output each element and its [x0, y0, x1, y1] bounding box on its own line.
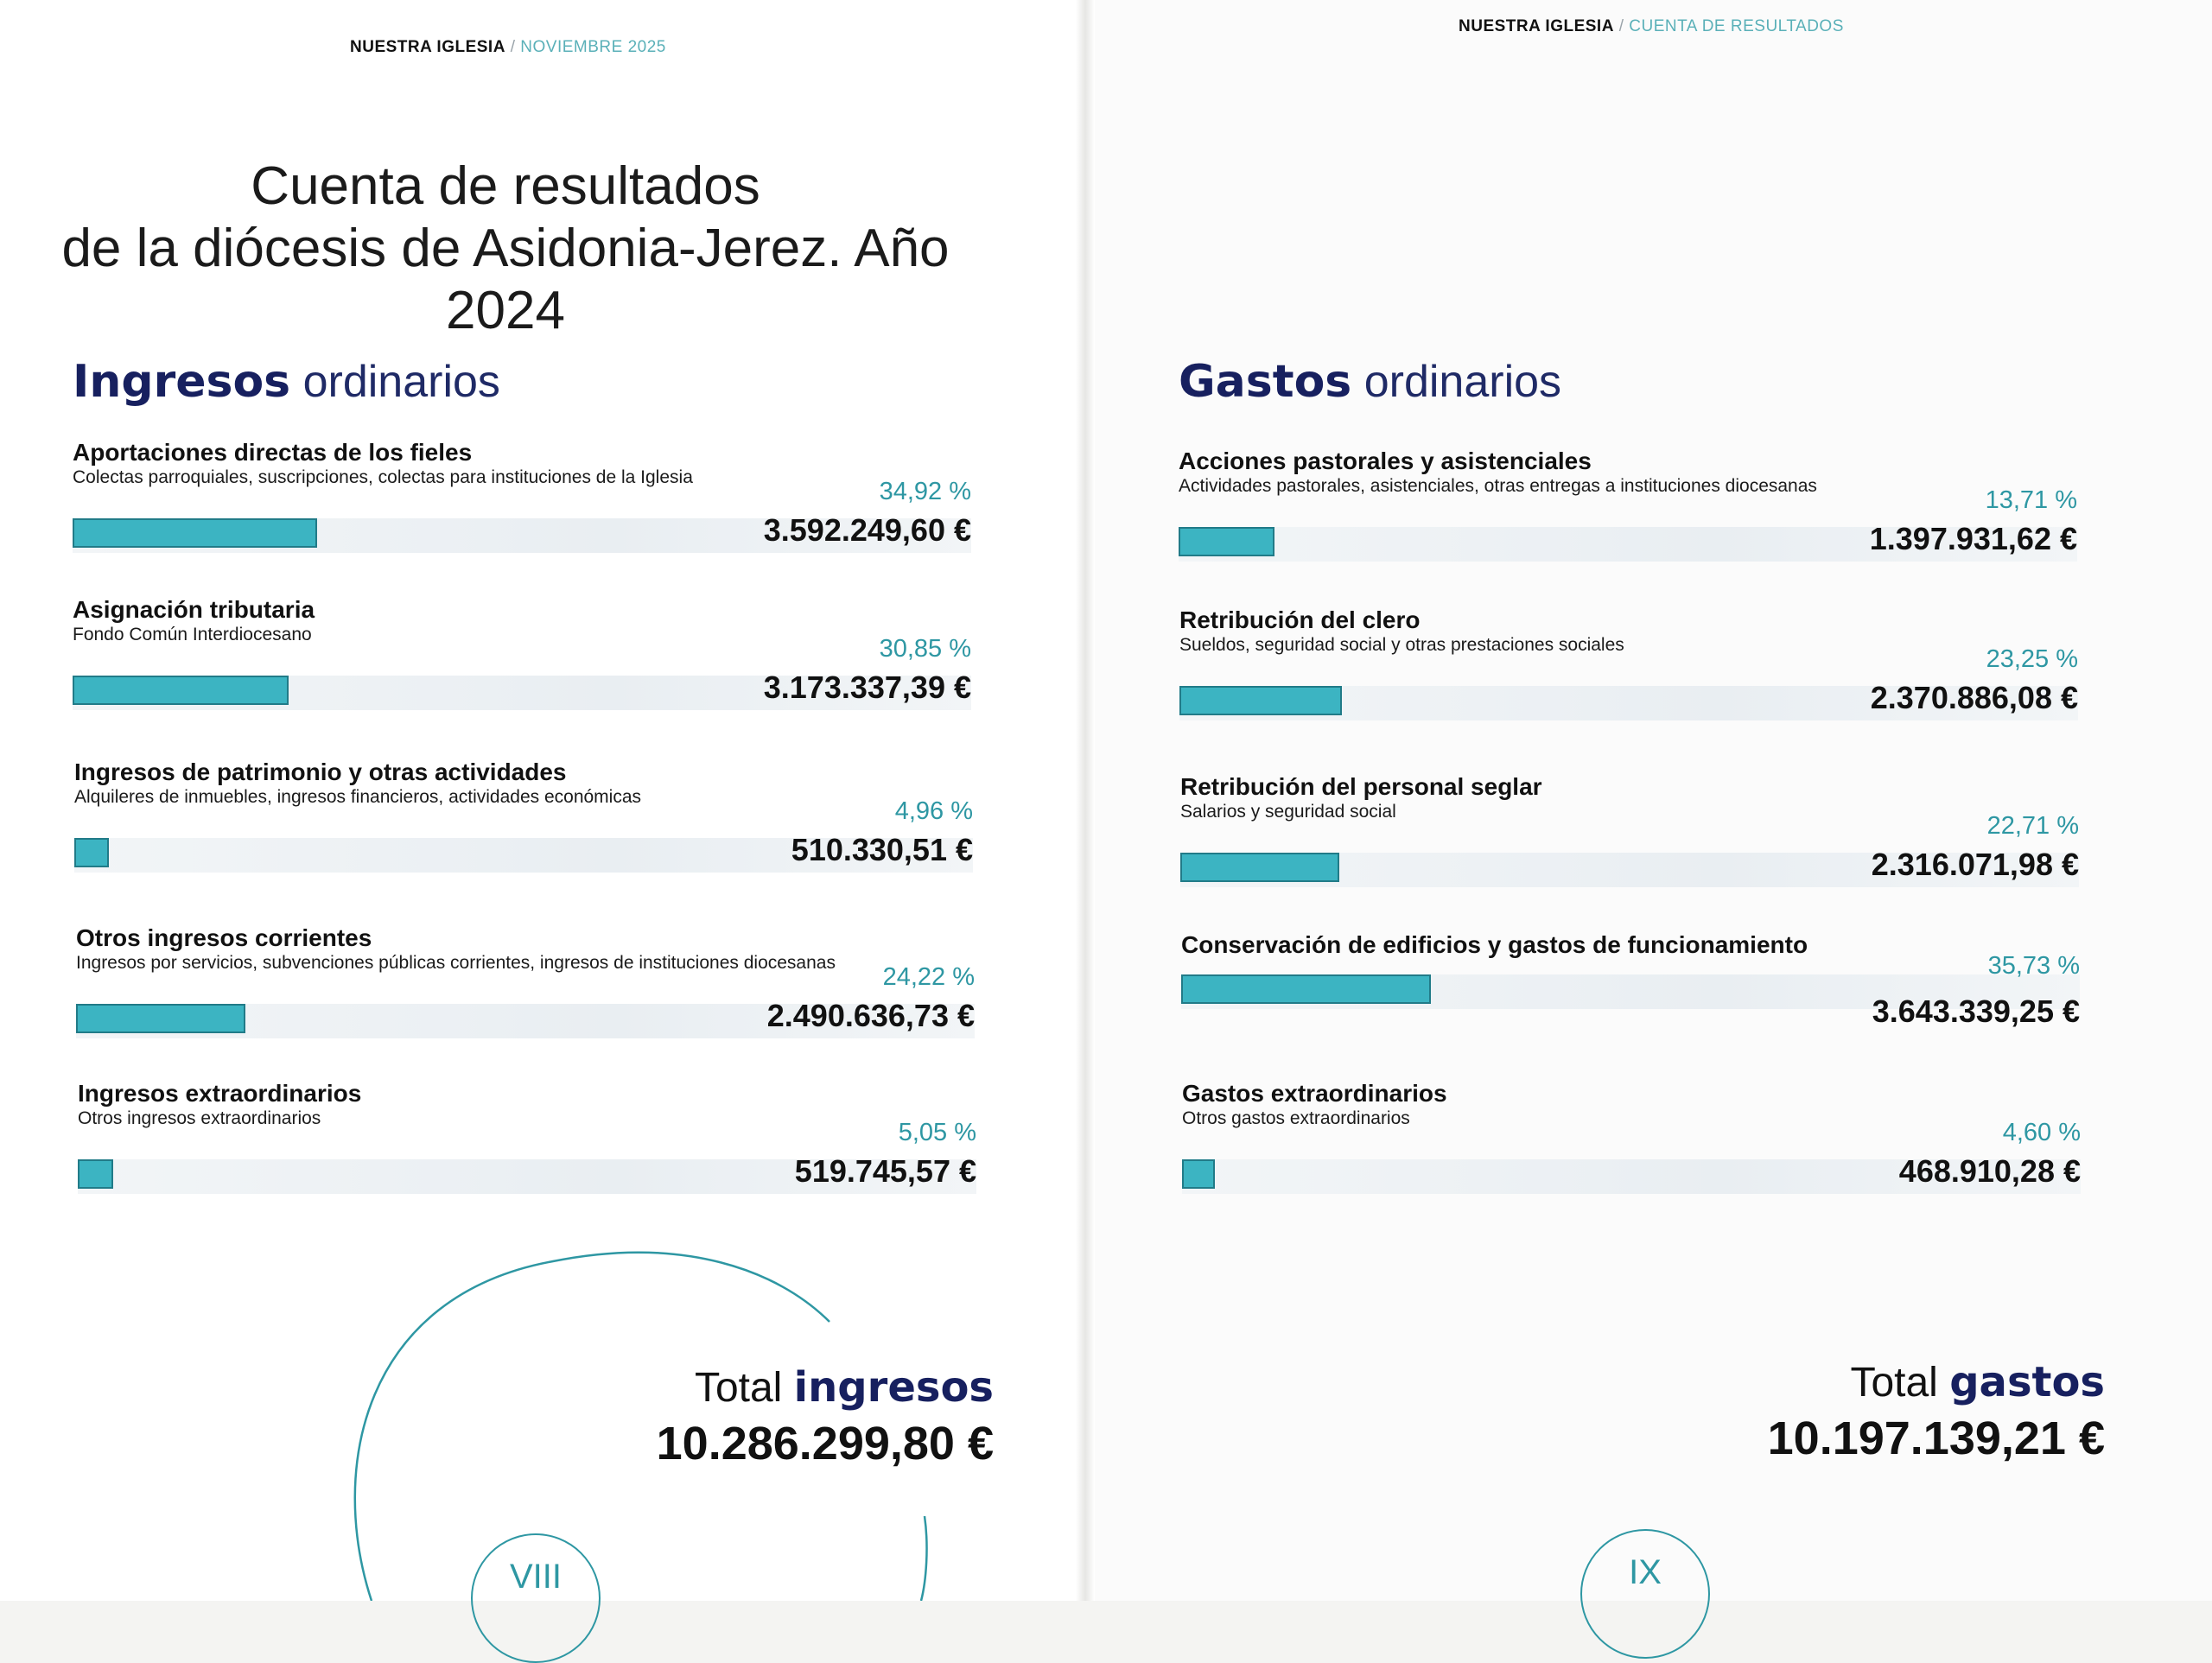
expense-item-desc: Sueldos, seguridad social y otras prestaciones sociales: [1179, 635, 1624, 655]
page-number-badge-right: IX: [1580, 1529, 1710, 1659]
title-line-2: de la diócesis de Asidonia-Jerez. Año 2024: [61, 219, 950, 340]
expense-item: [1179, 447, 2094, 594]
income-item: [73, 439, 988, 586]
income-total-bold: ingresos: [793, 1363, 994, 1412]
expense-title-rest: ordinarios: [1363, 357, 1562, 407]
income-bar: [74, 838, 109, 867]
income-item-name: Asignación tributaria: [73, 596, 315, 623]
expense-item-percent: 13,71 %: [1985, 486, 2077, 514]
expense-item-desc: Otros gastos extraordinarios: [1182, 1108, 1410, 1128]
page-title: [52, 156, 959, 342]
income-title-rest: ordinarios: [302, 357, 500, 407]
income-item-amount: 3.173.337,39 €: [763, 670, 971, 705]
income-item-percent: 4,96 %: [894, 797, 973, 825]
expense-item: [1180, 773, 2096, 920]
header-separator: /: [510, 38, 516, 56]
income-item-percent: 5,05 %: [898, 1119, 976, 1146]
income-item-desc: Fondo Común Interdiocesano: [73, 625, 312, 644]
income-item-amount: 510.330,51 €: [791, 832, 973, 867]
income-item-name: Ingresos de patrimonio y otras actividades: [74, 759, 567, 785]
expense-item-percent: 22,71 %: [1986, 812, 2079, 840]
expense-item-percent: 35,73 %: [1987, 952, 2080, 980]
income-item: [73, 596, 988, 743]
income-bar: [73, 676, 289, 705]
expense-item-desc: Salarios y seguridad social: [1180, 802, 1396, 822]
expense-item-name: Retribución del personal seglar: [1180, 773, 1542, 800]
expense-item-percent: 4,60 %: [2002, 1119, 2081, 1146]
expense-total-amount: 10.197.139,21 €: [1767, 1412, 2105, 1464]
income-section-title: [73, 356, 500, 408]
left-header: [350, 38, 666, 57]
title-line-1: Cuenta de resultados: [251, 156, 760, 216]
income-item: [74, 759, 990, 905]
expense-section-title: [1179, 356, 1561, 408]
income-item-amount: 2.490.636,73 €: [766, 998, 975, 1033]
header-brand: NUESTRA IGLESIA: [350, 38, 505, 56]
expense-item-desc: Actividades pastorales, asistenciales, otras entregas a instituciones diocesanas: [1179, 476, 1817, 496]
expense-total-word: Total: [1850, 1360, 1938, 1406]
expense-item-amount: 3.643.339,25 €: [1872, 993, 2080, 1029]
expense-item-name: Retribución del clero: [1179, 606, 1421, 633]
expense-item-amount: 468.910,28 €: [1898, 1153, 2081, 1189]
expense-bar: [1179, 686, 1342, 715]
expense-bar: [1181, 974, 1431, 1004]
header-separator: /: [1618, 17, 1624, 35]
page-number-badge-left: VIII: [471, 1533, 601, 1663]
income-item-percent: 34,92 %: [879, 478, 971, 505]
expense-bar: [1182, 1159, 1215, 1189]
income-total-amount: 10.286.299,80 €: [656, 1418, 994, 1469]
income-item-name: Otros ingresos corrientes: [76, 924, 372, 951]
income-item-name: Aportaciones directas de los fieles: [73, 439, 473, 466]
income-title-bold: Ingresos: [73, 356, 291, 408]
income-item-desc: Colectas parroquiales, suscripciones, colectas para instituciones de la Iglesia: [73, 467, 693, 487]
expense-item-name: Conservación de edificios y gastos de funcionamiento: [1181, 931, 1808, 958]
expense-item-name: Gastos extraordinarios: [1182, 1080, 1447, 1107]
header-issue: NOVIEMBRE 2025: [520, 38, 666, 56]
income-item-desc: Otros ingresos extraordinarios: [78, 1108, 321, 1128]
income-total-word: Total: [694, 1365, 783, 1411]
income-item-amount: 519.745,57 €: [794, 1153, 976, 1189]
header-brand: NUESTRA IGLESIA: [1459, 17, 1614, 35]
expense-bar: [1180, 853, 1339, 882]
expense-item-percent: 23,25 %: [1986, 645, 2078, 673]
expense-total-label: [1850, 1358, 2105, 1406]
expense-item: [1181, 931, 2097, 1078]
income-item-desc: Alquileres de inmuebles, ingresos financieros, actividades económicas: [74, 787, 642, 807]
income-item-percent: 30,85 %: [879, 635, 971, 663]
income-bar: [78, 1159, 113, 1189]
income-bar: [76, 1004, 245, 1033]
income-bar: [73, 518, 317, 548]
expense-item-amount: 2.316.071,98 €: [1871, 847, 2079, 882]
expense-item-name: Acciones pastorales y asistenciales: [1179, 447, 1592, 474]
income-item: [76, 924, 992, 1071]
expense-title-bold: Gastos: [1179, 356, 1352, 408]
income-item: [78, 1080, 994, 1227]
header-section: CUENTA DE RESULTADOS: [1629, 17, 1844, 35]
right-header: [1459, 17, 1844, 36]
income-item-desc: Ingresos por servicios, subvenciones públicas corrientes, ingresos de instituciones diocesanas: [76, 953, 836, 973]
expense-bar: [1179, 527, 1274, 556]
income-total-label: [695, 1363, 994, 1412]
expense-total-bold: gastos: [1949, 1358, 2105, 1406]
income-item-percent: 24,22 %: [882, 963, 975, 991]
expense-item-amount: 1.397.931,62 €: [1869, 521, 2077, 556]
expense-item: [1182, 1080, 2098, 1227]
income-item-name: Ingresos extraordinarios: [78, 1080, 362, 1107]
expense-item: [1179, 606, 2095, 753]
income-item-amount: 3.592.249,60 €: [763, 512, 971, 548]
expense-item-amount: 2.370.886,08 €: [1870, 680, 2078, 715]
